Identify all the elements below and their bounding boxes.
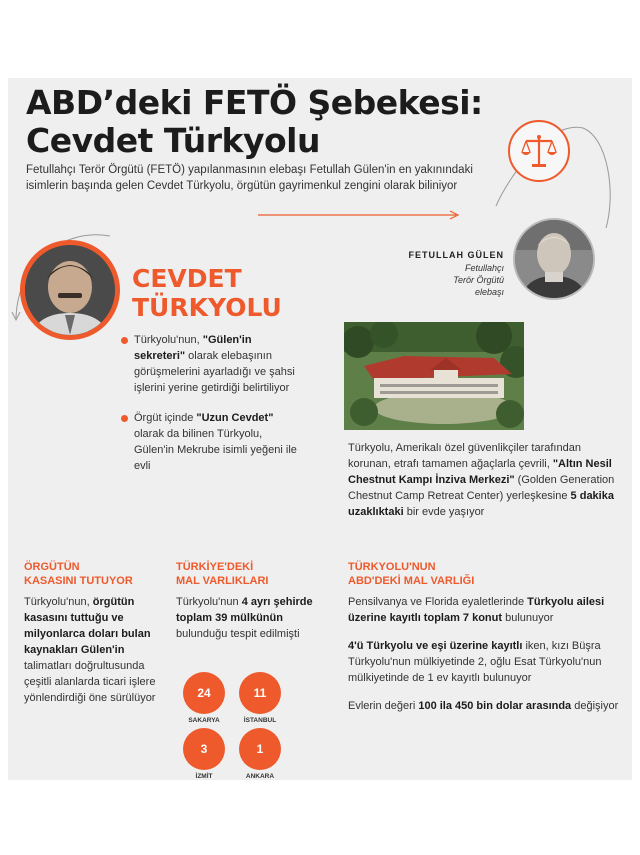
chestnut-camp-photo <box>344 322 524 430</box>
turkyolu-name <box>132 264 282 322</box>
section-body: Türkyolu'nun 4 ayrı şehirde toplam 39 mülkünün bulunduğu tespit edilmişti <box>176 596 313 640</box>
turkyolu-name-line-2: TÜRKYOLU <box>132 293 282 322</box>
gulen-name: FETULLAH GÜLEN <box>408 250 504 260</box>
gulen-role <box>404 262 504 298</box>
list-item: Örgüt içinde "Uzun Cevdet" olarak da bilinen Türkyolu, Gülen'in Mekrube isimli yeğeni ile evli <box>120 410 305 474</box>
section-heading: TÜRKYOLU'NUN ABD'DEKİ MAL VARLIĞI <box>348 561 475 587</box>
section-treasury <box>24 560 160 706</box>
section-body: Türkyolu'nun, örgütün kasasını tuttuğu ve milyonlarca doları bulan kaynakları Gülen'in talimatları doğrultusunda çeşitli alanlarda ticari işlere yönlendirdiği öne sürülüyor <box>24 596 156 704</box>
city-stat <box>174 728 234 780</box>
section-body: 4'ü Türkyolu ve eşi üzerine kayıtlı iken, kızı Büşra Türkyolu'nun mülkiyetinde 2, oğlu Esat Türkyolu'nun mülkiyetinde de 1 ev kayıtlı bulunuyor <box>348 640 602 684</box>
turkyolu-name-line-1: CEVDET <box>132 264 242 293</box>
city-name: İSTANBUL <box>243 717 277 724</box>
city-count: 1 <box>239 728 281 770</box>
section-heading: TÜRKİYE'DEKİ MAL VARLIKLARI <box>176 561 269 587</box>
gulen-role-line: Fetullahçı <box>464 263 504 273</box>
city-stat <box>230 728 290 780</box>
scales-of-justice-icon <box>508 120 570 182</box>
city-count: 24 <box>183 672 225 714</box>
section-turkey-assets <box>176 560 324 642</box>
title-line-1: ABD’deki FETÖ Şebekesi: <box>26 83 483 122</box>
city-stat <box>174 672 234 724</box>
cevdet-turkyolu-photo <box>20 240 120 340</box>
city-stat <box>230 672 290 724</box>
section-usa-assets <box>348 560 620 714</box>
city-count: 3 <box>183 728 225 770</box>
city-name: ANKARA <box>245 773 275 780</box>
section-body: Pensilvanya ve Florida eyaletlerinde Türkyolu ailesi üzerine kayıtlı toplam 7 konut bulunuyor <box>348 596 605 624</box>
gulen-role-line: Terör Örgütü <box>453 275 504 285</box>
title-line-2: Cevdet Türkyolu <box>26 121 320 160</box>
turkyolu-bullets <box>120 332 305 488</box>
intro-text: Fetullahçı Terör Örgütü (FETÖ) yapılanmasının elebaşı Fetullah Gülen'in en yakınındaki isimlerin başında gelen Cevdet Türkyolu, örgütün gayrimenkul zengini olarak biliniyor <box>26 164 473 192</box>
list-item: Türkyolu'nun, "Gülen'in sekreteri" olarak elebaşının görüşmelerini ayarladığı ve şahsi işlerini yerine getirdiği belirtiliyor <box>120 332 305 396</box>
camp-description: Türkyolu, Amerikalı özel güvenlikçiler tarafından korunan, etrafı tamamen ağaçlarla çevrili, "Altın Nesil Chestnut Kampı İnziva Merkezi" (Golden Generation Chestnut Camp Retreat Center) yerleşkesine 5 dakika uzaklıktaki bir evde yaşıyor <box>348 442 615 518</box>
city-name: İZMİT <box>195 773 213 780</box>
infographic-card <box>8 78 632 780</box>
section-body: Evlerin değeri 100 ila 450 bin dolar arasında değişiyor <box>348 700 619 712</box>
fetullah-gulen-photo <box>513 218 595 300</box>
section-heading: ÖRGÜTÜN KASASINI TUTUYOR <box>24 561 133 587</box>
gulen-role-line: elebaşı <box>474 287 504 297</box>
city-count: 11 <box>239 672 281 714</box>
city-name: SAKARYA <box>188 717 220 724</box>
